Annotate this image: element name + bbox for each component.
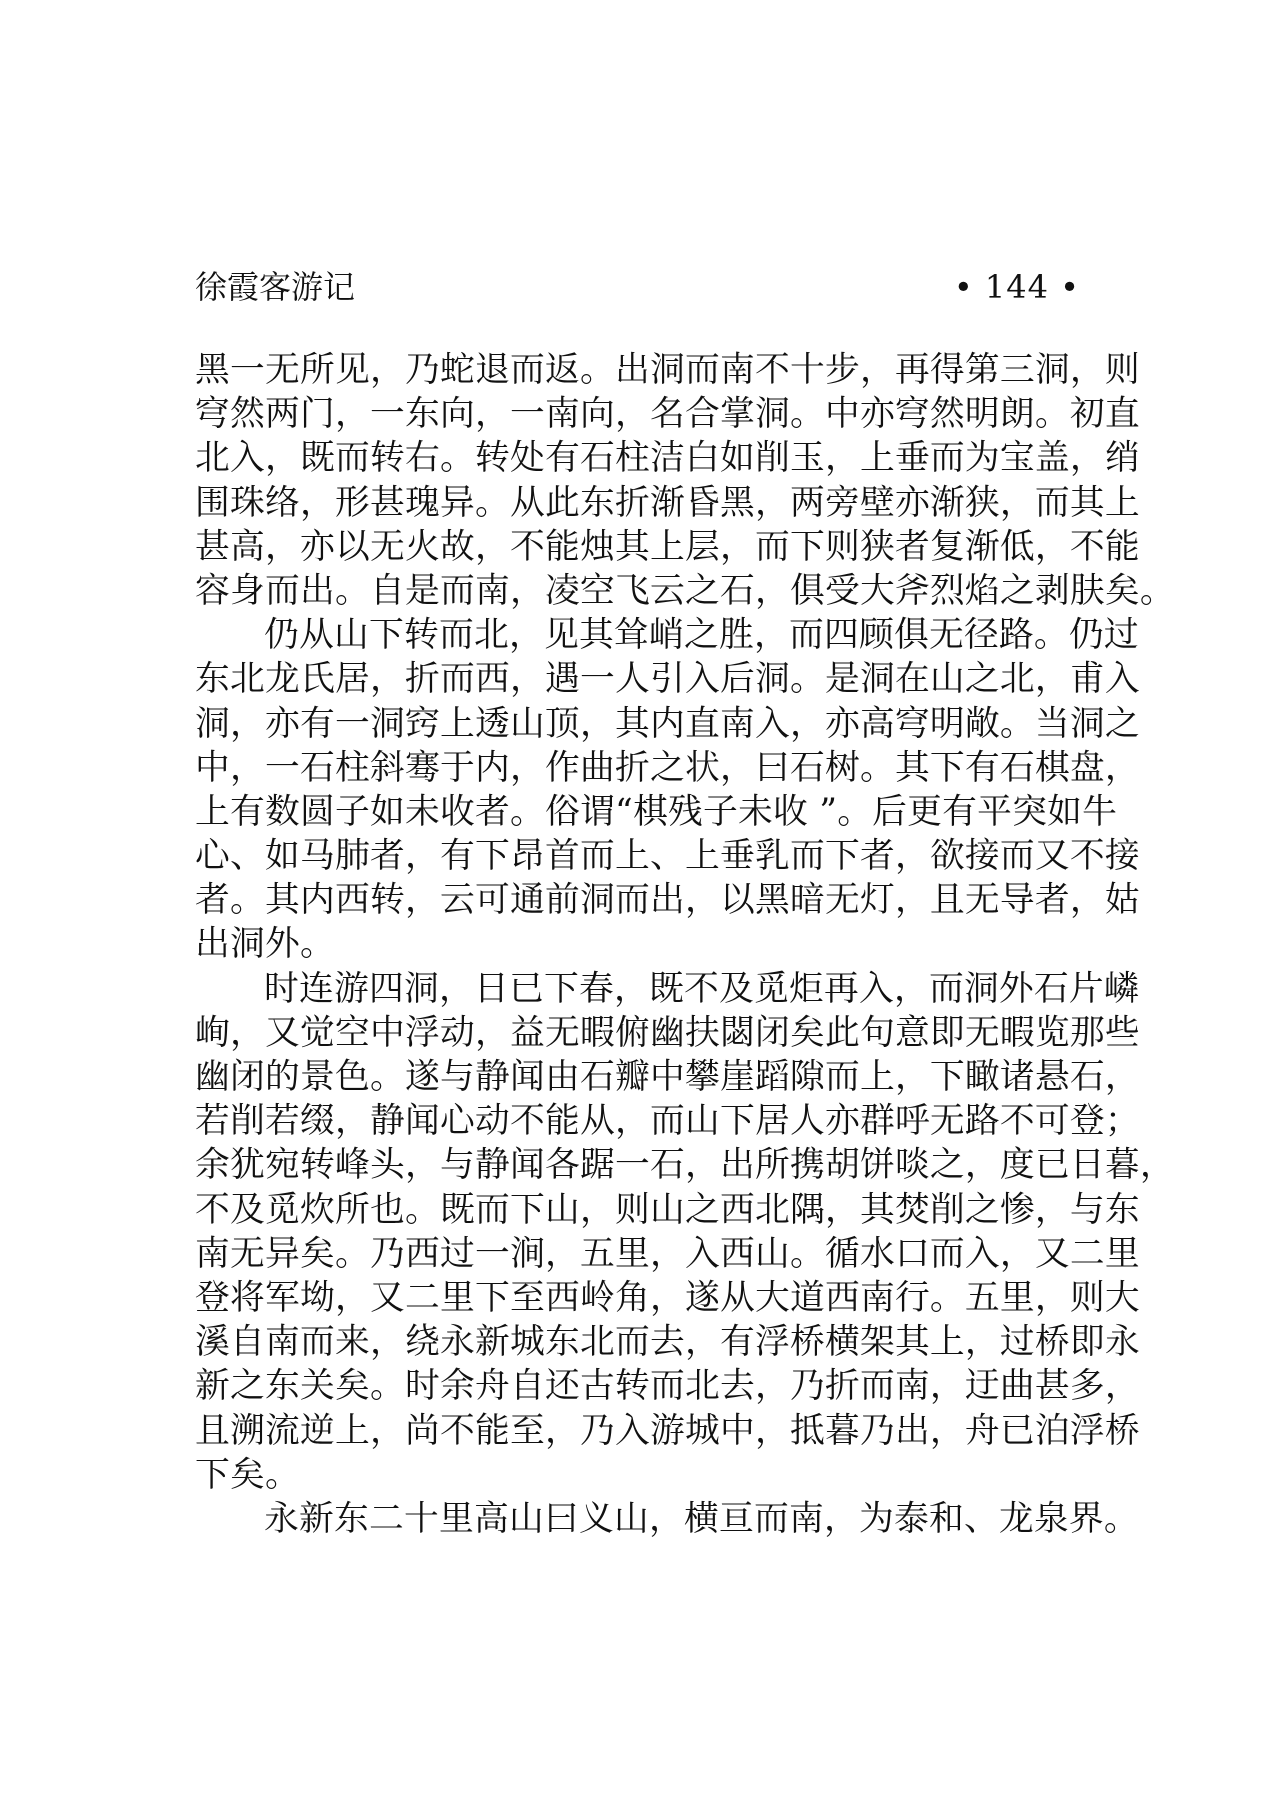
text-line: 若削若缀，静闻心动不能从，而山下居人亦群呼无路不可登； bbox=[195, 1101, 1140, 1142]
text-line: 中，一石柱斜骞于内，作曲折之状，曰石树。其下有石棋盘， bbox=[195, 747, 1140, 788]
text-line: 仍从山下转而北，见其耸峭之胜，而四顾俱无径路。仍过 bbox=[264, 615, 1139, 656]
text-line: 心、如马肺者，有下昂首而上、上垂乳而下者，欲接而又不接 bbox=[195, 836, 1140, 877]
book-title: 徐霞客游记 bbox=[195, 268, 356, 306]
text-line: 东北龙氏居，折而西，遇一人引入后洞。是洞在山之北，甫入 bbox=[195, 659, 1140, 700]
text-line: 下矣。 bbox=[195, 1454, 300, 1495]
running-header bbox=[195, 262, 1080, 312]
text-line: 穹然两门，一东向，一南向，名合掌洞。中亦穹然明朗。初直 bbox=[195, 394, 1140, 435]
text-line: 者。其内西转，云可通前洞而出，以黑暗无灯，且无导者，姑 bbox=[195, 880, 1140, 921]
body-text bbox=[195, 348, 1175, 1541]
text-line: 洞，亦有一洞窍上透山顶，其内直南入，亦高穹明敞。当洞之 bbox=[195, 703, 1140, 744]
text-line: 幽闭的景色。遂与静闻由石瓣中攀崖蹈隙而上，下瞰诸悬石， bbox=[195, 1057, 1140, 1097]
text-line: 围珠络，形甚瑰异。从此东折渐昏黑，两旁壁亦渐狭，而其上 bbox=[195, 482, 1140, 523]
page-number: • 144 • bbox=[953, 268, 1080, 306]
text-line: 南无异矣。乃西过一涧，五里，入西山。循水口而入，又二里 bbox=[195, 1233, 1140, 1274]
text-line: 出洞外。 bbox=[195, 924, 335, 965]
text-line: 峋，又觉空中浮动，益无暇俯幽扶閟闭矣此句意即无暇览那些 bbox=[195, 1012, 1140, 1053]
text-line: 时连游四洞，日已下春，既不及觅炬再入，而洞外石片嶙 bbox=[264, 968, 1139, 1009]
text-line: 甚高，亦以无火故，不能烛其上层，而下则狭者复渐低，不能 bbox=[195, 526, 1140, 567]
text-line: 且溯流逆上，尚不能至，乃入游城中，抵暮乃出，舟已泊浮桥 bbox=[195, 1410, 1140, 1451]
text-line: 不及觅炊所也。既而下山，则山之西北隅，其焚削之惨，与东 bbox=[195, 1189, 1140, 1230]
text-line: 永新东二十里高山曰义山，横亘而南，为泰和、龙泉界。 bbox=[264, 1498, 1139, 1539]
text-line: 新之东关矣。时余舟自还古转而北去，乃折而南，迂曲甚多， bbox=[195, 1366, 1140, 1407]
text-line: 黑一无所见，乃蛇退而返。出洞而南不十步，再得第三洞，则 bbox=[195, 350, 1140, 390]
text-line: 登将军坳，又二里下至西岭角，遂从大道西南行。五里，则大 bbox=[195, 1277, 1140, 1318]
text-line: 北入，既而转右。转处有石柱洁白如削玉，上垂而为宝盖，绡 bbox=[195, 438, 1140, 479]
text-line: 容身而出。自是而南，凌空飞云之石，俱受大斧烈焰之剥肤矣。 bbox=[195, 570, 1175, 611]
text-line: 上有数圆子如未收者。俗谓“棋残子未收 ”。后更有平突如牛 bbox=[195, 791, 1118, 832]
text-line: 溪自南而来，绕永新城东北而去，有浮桥横架其上，过桥即永 bbox=[195, 1322, 1140, 1363]
text-line: 余犹宛转峰头，与静闻各踞一石，出所携胡饼啖之，度已日暮， bbox=[195, 1145, 1175, 1186]
